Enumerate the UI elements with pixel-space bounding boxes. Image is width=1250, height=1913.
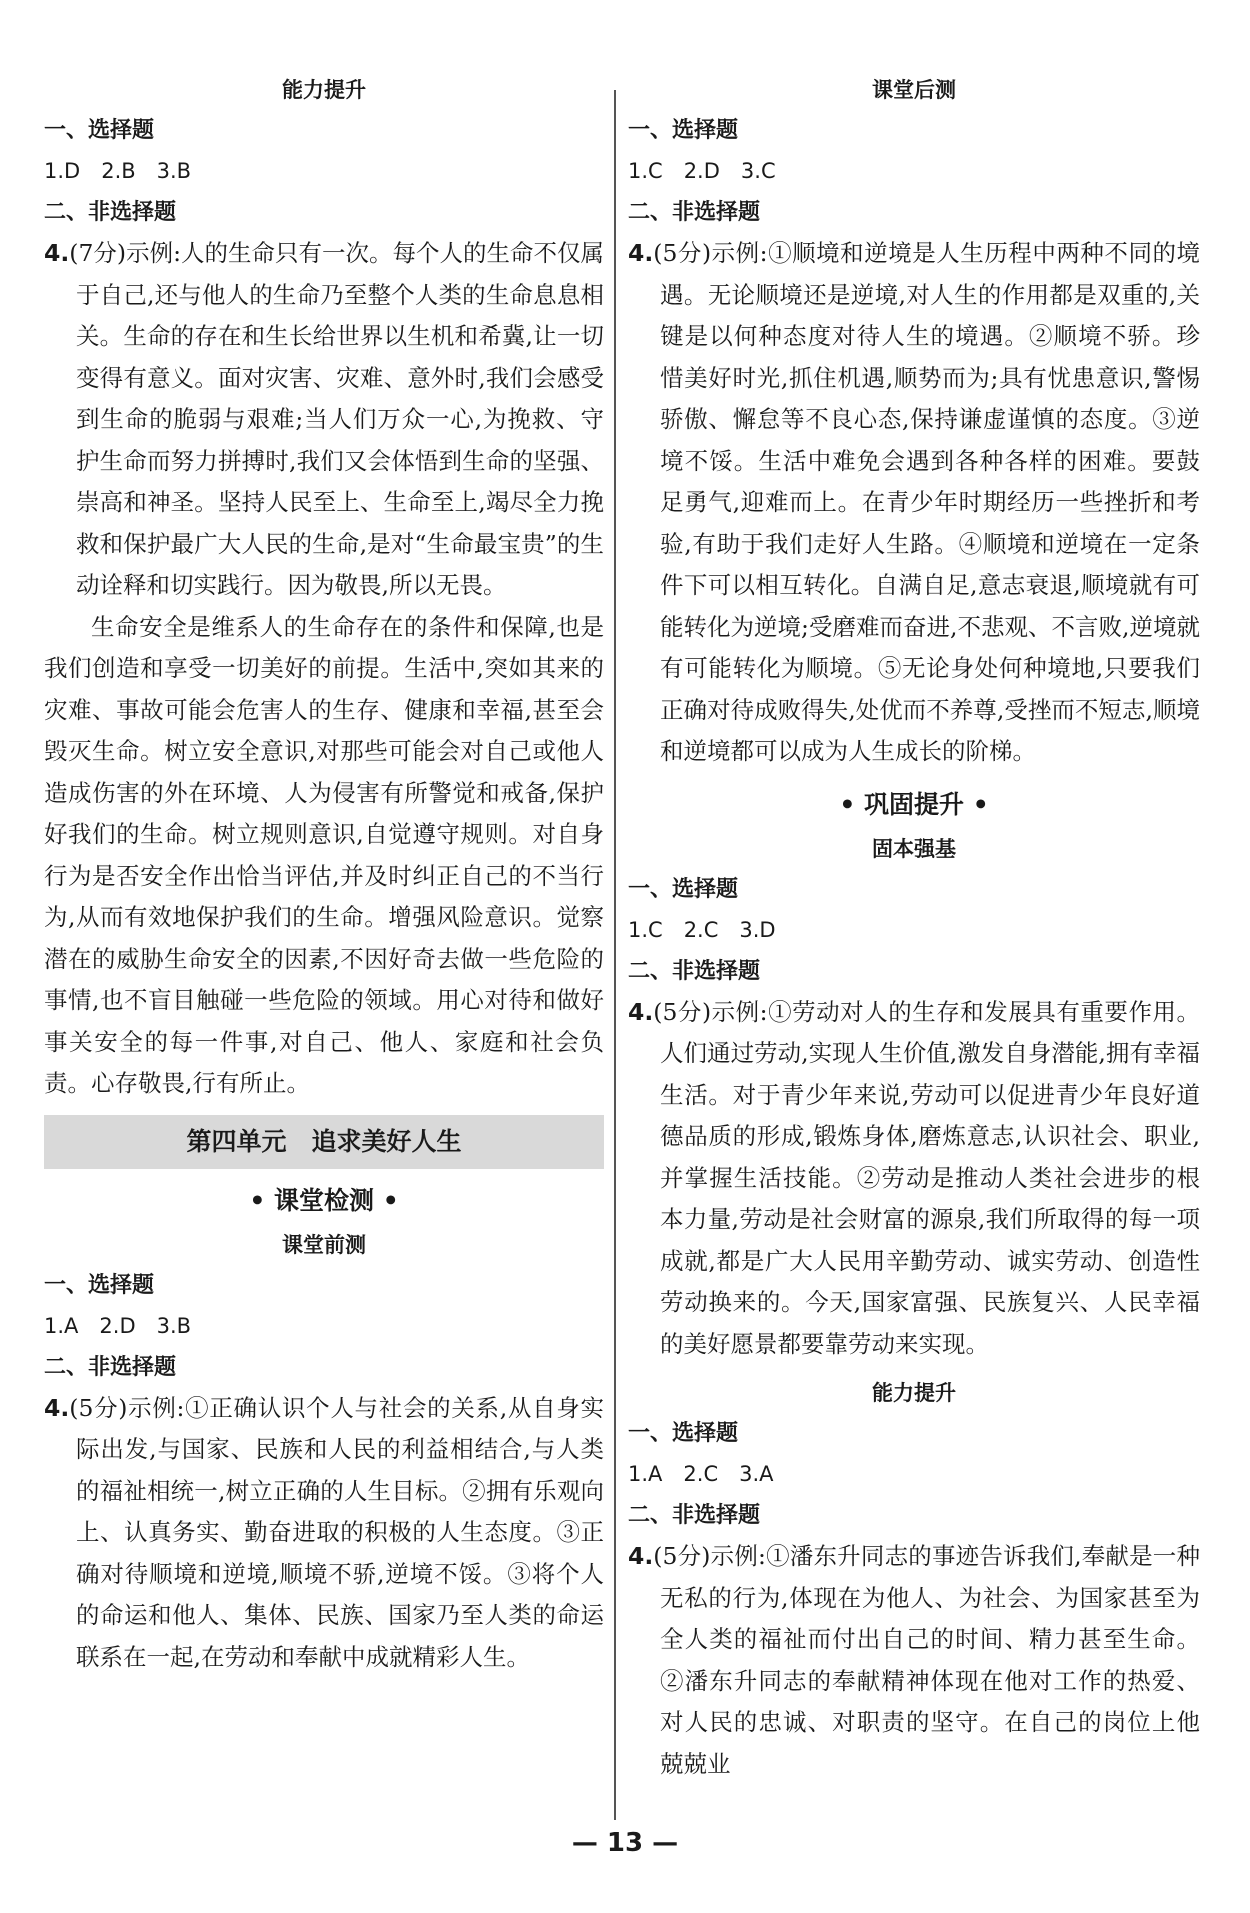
left-heading-ability: 能力提升 xyxy=(282,78,366,102)
right-sub-heading-2: 能力提升 xyxy=(872,1381,956,1405)
left-answers-2: 1.A 2.D 3.B xyxy=(44,1313,192,1338)
left-q4b-answer xyxy=(44,1388,604,1679)
q4c-number: 4. xyxy=(628,1542,654,1570)
right-q4-answer xyxy=(628,233,1200,773)
right-column xyxy=(628,70,1200,1785)
right-section-choice: 一、选择题 xyxy=(628,118,739,143)
q4-text: (7分)示例:人的生命只有一次。每个人的生命不仅属于自己,还与他人的生命乃至整个人类的生命息息相关。生命的存在和生长给世界以生机和希冀,让一切变得有意义。面对灾害、灾难、意外时,我们会感受到生命的脆弱与艰难;当人们万众一心,为挽救、守护生命而努力拼搏时,我们又会体悟到生命的坚强、崇高和神圣。坚持人民至上、生命至上,竭尽全力挽救和保护最广大人民的生命,是对“生命最宝贵”的生动诠释和切实践行。因为敬畏,所以无畏。 xyxy=(69,239,604,599)
q4-number-right: 4. xyxy=(628,239,654,267)
left-answers-1: 1.D 2.B 3.B xyxy=(44,159,192,183)
right-q4b-answer xyxy=(628,992,1200,1366)
right-section-nonchoice-3: 二、非选择题 xyxy=(628,1503,761,1528)
left-q4-paragraph-2: 生命安全是维系人的生命存在的条件和保障,也是我们创造和享受一切美好的前提。生活中,突如其来的灾难、事故可能会危害人的生存、健康和幸福,甚至会毁灭生命。树立安全意识,对那些可能会对自己或他人造成伤害的外在环境、人为侵害有所警觉和戒备,保护好我们的生命。树立规则意识,自觉遵守规则。对自身行为是否安全作出恰当评估,并及时纠正自己的不当行为,从而有效地保护我们的生命。增强风险意识。觉察潜在的威胁生命安全的因素,不因好奇去做一些危险的事情,也不盲目触碰一些危险的领域。用心对待和做好事关安全的每一件事,对自己、他人、家庭和社会负责。心存敬畏,行有所止。 xyxy=(44,612,604,1097)
right-bullet-title: • 巩固提升 • xyxy=(839,789,989,819)
q4-text-right: (5分)示例:①顺境和逆境是人生历程中两种不同的境遇。无论顺境还是逆境,对人生的作用都是双重的,关键是以何种态度对待人生的境遇。②顺境不骄。珍惜美好时光,抓住机遇,顺势而为;具有忧患意识,警惕骄傲、懈怠等不良心态,保持谦虚谨慎的态度。③逆境不馁。生活中难免会遇到各种各样的困难。要鼓足勇气,迎难而上。在青少年时期经历一些挫折和考验,有助于我们走好人生路。④顺境和逆境在一定条件下可以相互转化。自满自足,意志衰退,顺境就有可能转化为逆境;受磨难而奋进,不悲观、不言败,逆境就有可能转化为顺境。⑤无论身处何种境地,只要我们正确对待成败得失,处优而不养尊,受挫而不短志,顺境和逆境都可以成为人生成长的阶梯。 xyxy=(653,239,1200,765)
q4b-number: 4. xyxy=(44,1393,70,1422)
left-bullet-title: • 课堂检测 • xyxy=(249,1185,399,1215)
left-section-choice-2: 一、选择题 xyxy=(44,1272,155,1298)
right-answers-3: 1.A 2.C 3.A xyxy=(628,1462,774,1486)
left-column xyxy=(44,70,604,1678)
q4b-number-right: 4. xyxy=(628,997,654,1026)
left-q4-answer xyxy=(44,233,604,607)
q4b-text-right: (5分)示例:①劳动对人的生存和发展具有重要作用。人们通过劳动,实现人生价值,激发自身潜能,拥有幸福生活。对于青少年来说,劳动可以促进青少年良好道德品质的形成,锻炼身体,磨炼意志,认识社会、职业,并掌握生活技能。②劳动是推动人类社会进步的根本力量,劳动是社会财富的源泉,我们所取得的每一项成就,都是广大人民用辛勤劳动、诚实劳动、创造性劳动换来的。今天,国家富强、民族复兴、人民幸福的美好愿景都要靠劳动来实现。 xyxy=(653,997,1200,1358)
right-section-choice-3: 一、选择题 xyxy=(628,1421,739,1446)
right-heading-after: 课堂后测 xyxy=(872,78,956,102)
right-answers-2: 1.C 2.C 3.D xyxy=(628,917,776,942)
page-number: — 13 — xyxy=(571,1828,679,1858)
q4c-text: (5分)示例:①潘东升同志的事迹告诉我们,奉献是一种无私的行为,体现在为他人、为社会、为国家甚至为全人类的福祉而付出自己的时间、精力甚至生命。②潘东升同志的奉献精神体现在他对工作的热爱、对人民的忠诚、对职责的坚守。在自己的岗位上他兢兢业 xyxy=(653,1542,1200,1778)
q4b-text: (5分)示例:①正确认识个人与社会的关系,从自身实际出发,与国家、民族和人民的利益相结合,与人类的福祉相统一,树立正确的人生目标。②拥有乐观向上、认真务实、勤奋进取的积极的人生态度。③正确对待顺境和逆境,顺境不骄,逆境不馁。③将个人的命运和他人、集体、民族、国家乃至人类的命运联系在一起,在劳动和奉献中成就精彩人生。 xyxy=(69,1393,604,1671)
right-section-choice-2: 一、选择题 xyxy=(628,876,739,902)
right-section-nonchoice-2: 二、非选择题 xyxy=(628,958,761,984)
right-sub-heading: 固本强基 xyxy=(872,836,956,861)
right-answers-1: 1.C 2.D 3.C xyxy=(628,159,776,183)
left-section-choice: 一、选择题 xyxy=(44,118,155,143)
left-section-nonchoice: 二、非选择题 xyxy=(44,200,177,225)
column-divider xyxy=(614,90,616,1820)
q4-number: 4. xyxy=(44,239,70,267)
unit-banner: 第四单元 追求美好人生 xyxy=(44,1115,604,1169)
right-q4c-answer xyxy=(628,1536,1200,1785)
right-section-nonchoice: 二、非选择题 xyxy=(628,200,761,225)
left-section-nonchoice-2: 二、非选择题 xyxy=(44,1354,177,1380)
left-sub-heading: 课堂前测 xyxy=(282,1232,366,1257)
